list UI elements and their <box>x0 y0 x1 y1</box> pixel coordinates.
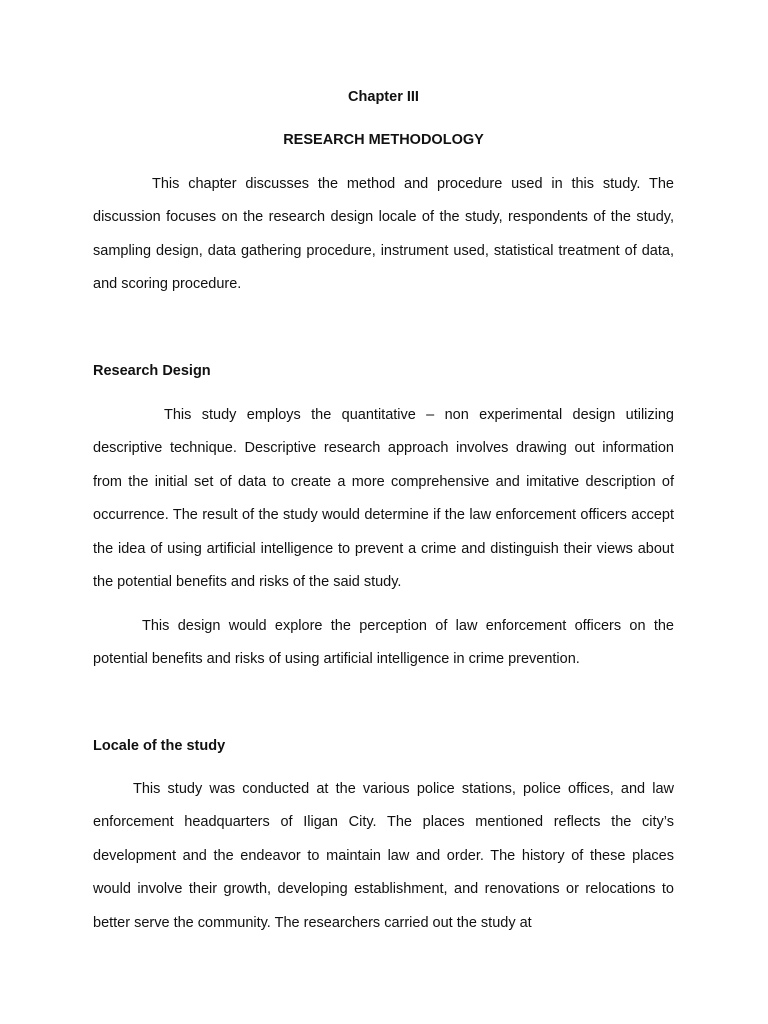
chapter-label: Chapter III <box>348 89 419 105</box>
chapter-title: RESEARCH METHODOLOGY <box>283 132 484 148</box>
locale-paragraph-1: This study was conducted at the various police stations, police offices, and law enforcement headquarters of Iligan City. The places mentioned reflects the city’s development and the endeavor to maintain law and order. The history of these places would involve their growth, developing establishment, and renovations or relocations to better serve the community. The researchers carried out the study at <box>93 781 674 931</box>
section-heading-locale: Locale of the study <box>93 738 226 754</box>
research-design-paragraph-2: This design would explore the perception of law enforcement officers on the potential benefits and risks of using artificial intelligence in crime prevention. <box>93 618 674 668</box>
section-heading-research-design: Research Design <box>93 363 211 379</box>
intro-paragraph: This chapter discusses the method and procedure used in this study. The discussion focuses on the research design locale of the study, respondents of the study, sampling design, data gathering procedure, instrument used, statistical treatment of data, and scoring procedure. <box>93 176 674 293</box>
research-design-paragraph-1: This study employs the quantitative – non experimental design utilizing descriptive technique. Descriptive research approach involves drawing out information from the initial set of data to create a more comprehensive and imitative description of occurrence. The result of the study would determine if the law enforcement officers accept the idea of using artificial intelligence to prevent a crime and distinguish their views about the potential benefits and risks of the said study. <box>93 407 674 591</box>
